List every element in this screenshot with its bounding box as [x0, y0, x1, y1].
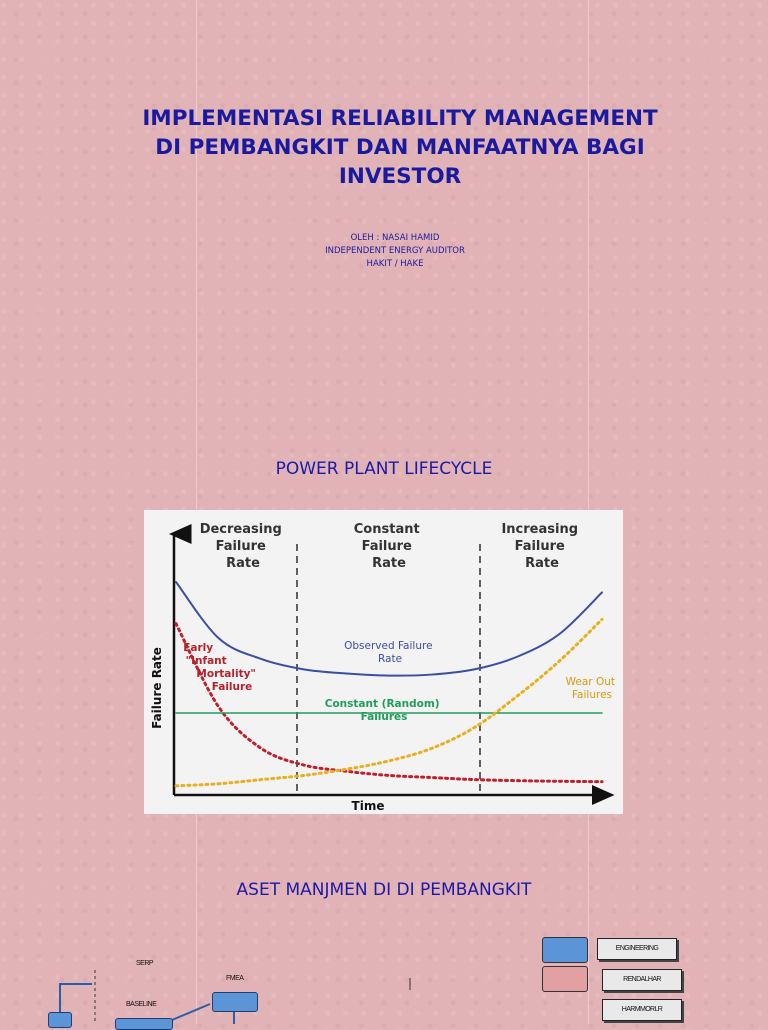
legend-label-harmmorlr: HARMMORLR — [602, 999, 682, 1021]
byline-author: OLEH : NASAI HAMID — [350, 233, 440, 243]
section-heading-lifecycle: POWER PLANT LIFECYCLE — [275, 459, 493, 479]
region-header-constant: Constant Failure Rate — [353, 522, 420, 571]
diagram-box-fmea — [212, 992, 258, 1012]
annotation-wearout: Wear Out Failures — [565, 676, 616, 701]
diagram-label-fmea: FMEA — [226, 975, 244, 982]
section-heading-asset: ASET MANJMEN DI DI PEMBANGKIT — [236, 880, 532, 900]
annotation-constant: Constant (Random) Failures — [324, 698, 440, 723]
region-header-increasing: Increasing Failure Rate — [501, 522, 579, 571]
y-axis-label: Failure Rate — [150, 647, 164, 729]
diagram-label-baseline: BASELINE — [126, 1001, 157, 1008]
title-line-3: INVESTOR — [338, 164, 462, 189]
byline-org: HAKIT / HAKE — [366, 259, 424, 269]
legend-label-engineering: ENGINEERING — [597, 938, 677, 960]
byline — [270, 232, 520, 271]
diagram-arrow-2 — [172, 1004, 210, 1020]
legend-label-rendalhar: RENDALHAR — [602, 969, 682, 991]
title-line-1: IMPLEMENTASI RELIABILITY MANAGEMENT — [142, 106, 658, 131]
diagram-label-serp: SERP — [136, 960, 154, 967]
diagram-box-left — [48, 1012, 72, 1028]
annotation-observed: Observed Failure Rate — [344, 640, 433, 665]
region-header-decreasing: Decreasing Failure Rate — [199, 522, 282, 571]
bathtub-chart — [144, 510, 623, 814]
legend-swatch-engineering — [542, 937, 588, 963]
x-axis-label: Time — [351, 799, 385, 813]
byline-role: INDEPENDENT ENERGY AUDITOR — [325, 246, 465, 256]
bathtub-chart-svg — [144, 510, 623, 814]
legend-swatch-rendalhar — [542, 966, 588, 992]
annotation-early: Early "Infant Mortality" Failure — [183, 642, 256, 693]
page-title — [120, 104, 680, 191]
title-line-2: DI PEMBANGKIT DAN MANFAATNYA BAGI — [155, 135, 645, 160]
diagram-box-baseline — [115, 1018, 173, 1030]
